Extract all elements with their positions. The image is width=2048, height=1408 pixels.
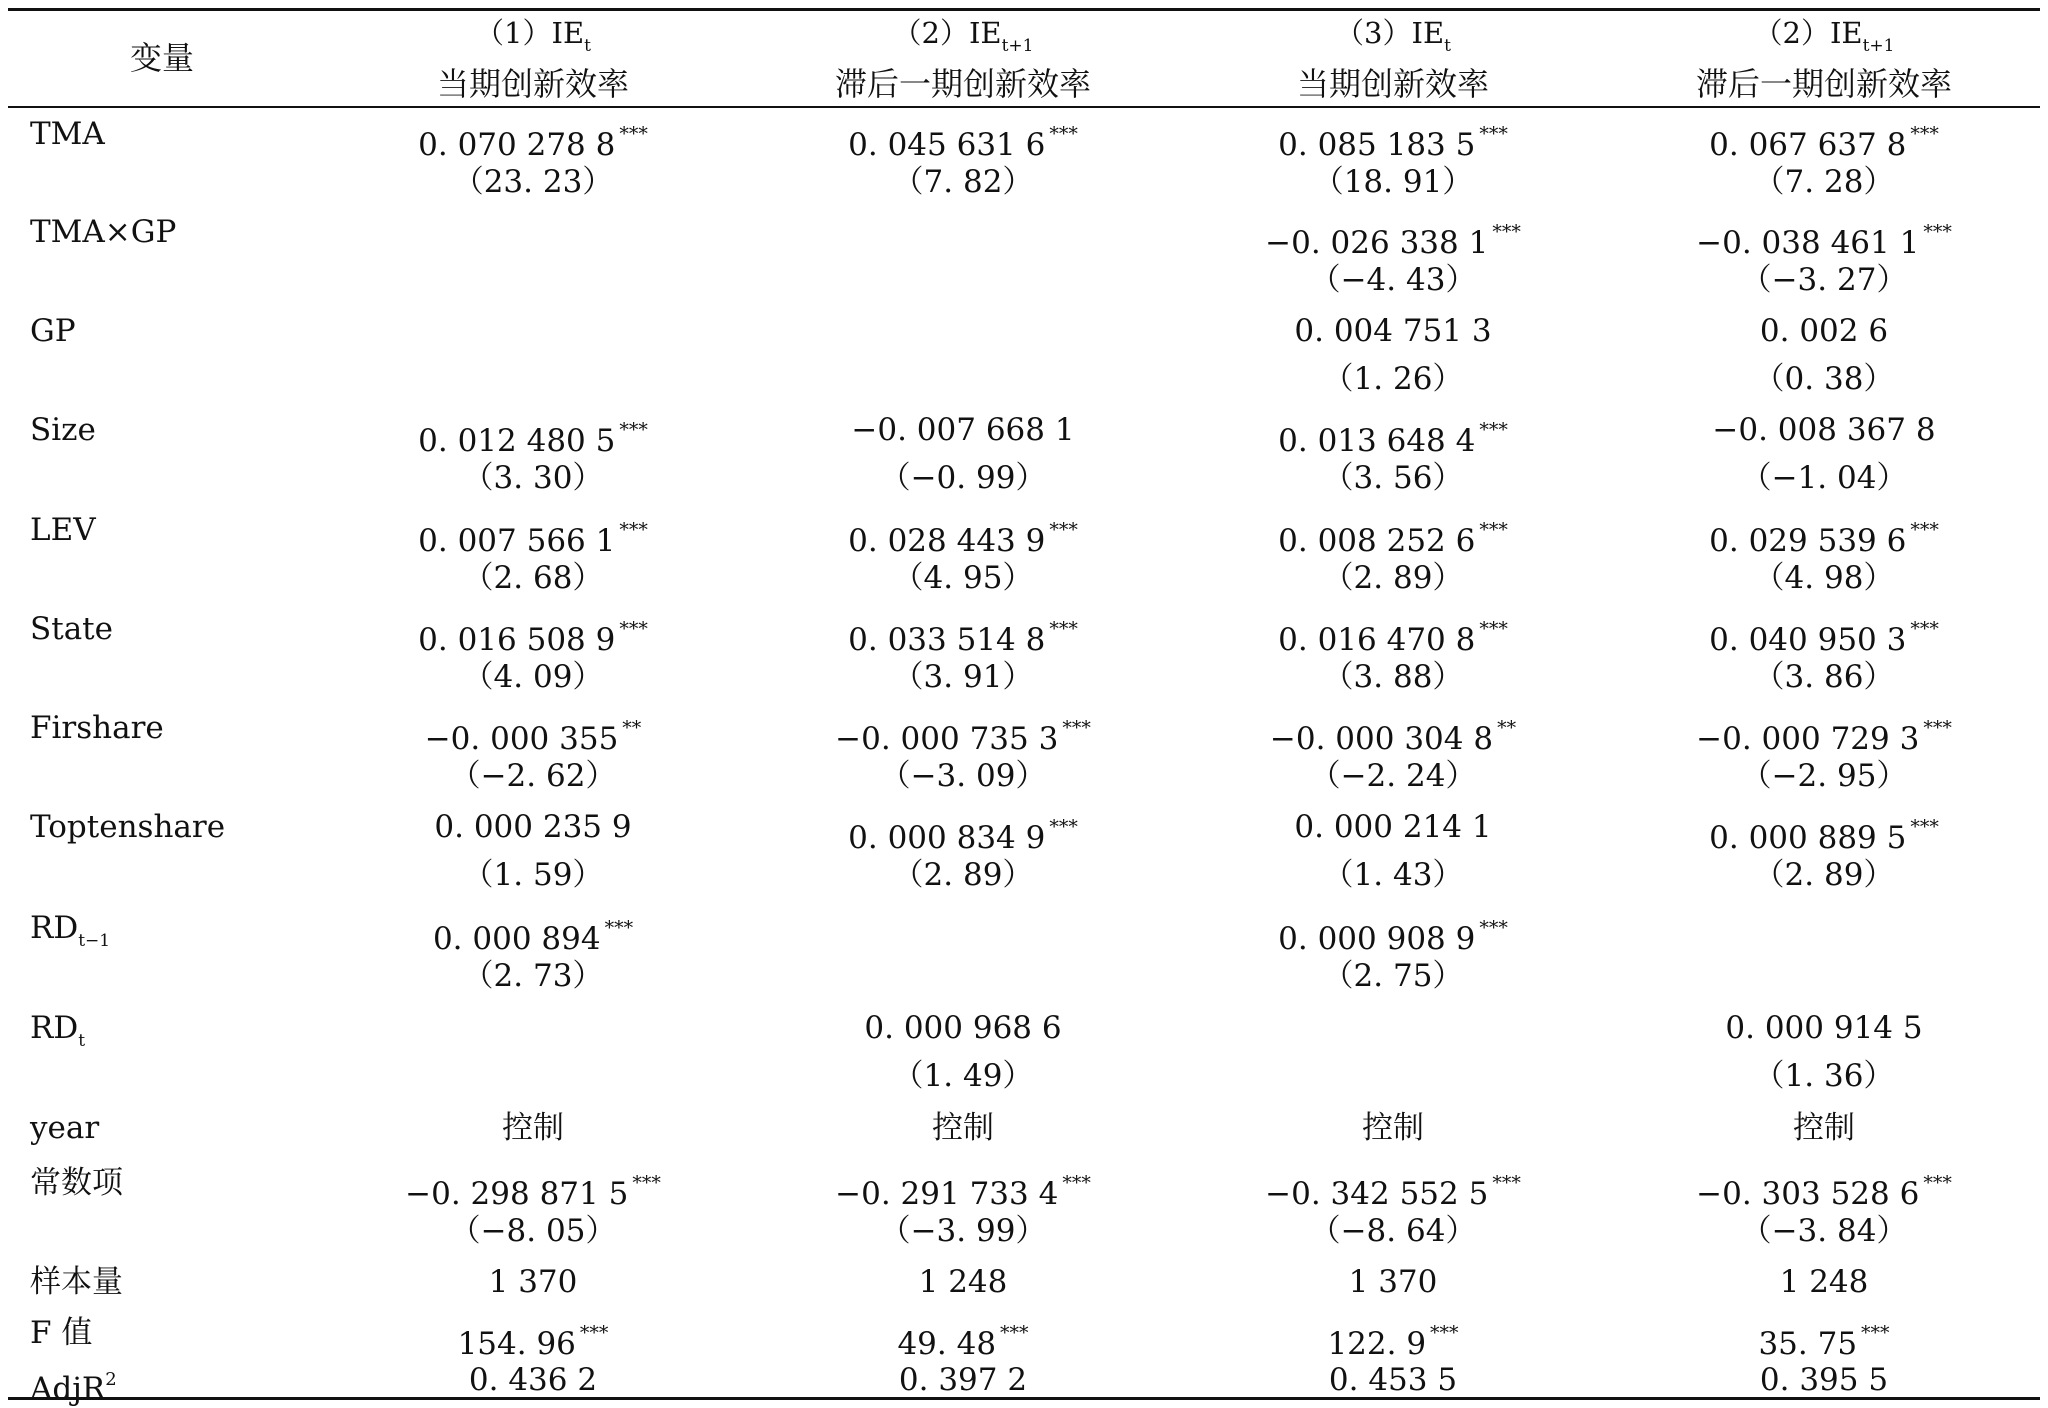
significance-stars: ***: [1923, 717, 1952, 739]
coef-cell: −0. 000 729 3 ***: [1696, 717, 1952, 757]
coef-cell: −0. 000 355 **: [424, 717, 642, 757]
coef-cell: 控制: [502, 1110, 564, 1146]
coef-cell: 1 248: [918, 1264, 1008, 1300]
coef-cell: 0. 000 914 5: [1725, 1010, 1923, 1046]
header-variable-label: 变量: [130, 39, 195, 77]
significance-stars: ***: [1910, 816, 1939, 838]
t-stat-cell: （1. 59）: [462, 857, 604, 893]
coef-cell: −0. 298 871 5 ***: [405, 1172, 661, 1212]
coef-cell: 0. 013 648 4 ***: [1278, 419, 1508, 459]
significance-stars: ***: [1923, 1172, 1952, 1194]
header-col-4-desc: 滞后一期创新效率: [1695, 65, 1953, 103]
significance-stars: ***: [1479, 123, 1508, 145]
row-label: State: [30, 611, 113, 647]
t-stat-cell: （4. 95）: [892, 560, 1034, 596]
coef-cell: 0. 000 894 ***: [432, 917, 634, 957]
t-stat-cell: （4. 98）: [1753, 560, 1895, 596]
row-label: year: [30, 1110, 100, 1146]
significance-stars: ***: [632, 1172, 661, 1194]
coef-cell: 0. 016 470 8 ***: [1278, 618, 1508, 658]
coef-cell: 0. 067 637 8 ***: [1709, 123, 1939, 163]
t-stat-cell: （2. 68）: [462, 560, 604, 596]
t-stat-cell: （−3. 27）: [1740, 262, 1908, 298]
significance-stars: ***: [1062, 1172, 1091, 1194]
row-label: 常数项: [30, 1165, 123, 1201]
t-stat-cell: （3. 56）: [1322, 460, 1464, 496]
t-stat-cell: （−2. 95）: [1740, 758, 1908, 794]
coef-cell: 控制: [932, 1110, 994, 1146]
coef-cell: 0. 000 214 1: [1294, 809, 1492, 845]
significance-stars: ***: [1479, 519, 1508, 541]
significance-stars: ***: [1479, 419, 1508, 441]
coef-cell: 1 370: [1348, 1264, 1438, 1300]
t-stat-cell: （1. 36）: [1753, 1058, 1895, 1094]
coef-cell: 0. 000 968 6: [864, 1010, 1062, 1046]
row-label: $RD_t$: [30, 1010, 86, 1051]
row-label: GP: [30, 313, 76, 349]
significance-stars: ***: [604, 917, 634, 939]
coef-cell: 0. 040 950 3 ***: [1709, 618, 1939, 658]
coef-cell: 0. 000 908 9 ***: [1278, 917, 1508, 957]
header-col-1-desc: 当期创新效率: [436, 65, 630, 103]
coef-cell: −0. 008 367 8: [1712, 412, 1936, 448]
header-col-2-desc: 滞后一期创新效率: [834, 65, 1092, 103]
coef-cell: 1 370: [488, 1264, 578, 1300]
significance-stars: ***: [1062, 717, 1091, 739]
header-col-3-model: $(3)IE_t$: [1335, 16, 1451, 56]
coef-cell: −0. 342 552 5 ***: [1265, 1172, 1521, 1212]
significance-stars: ***: [1910, 618, 1939, 640]
significance-stars: ***: [1923, 221, 1952, 243]
significance-stars: ***: [1049, 816, 1078, 838]
row-label: LEV: [30, 512, 96, 548]
coef-cell: 154. 96 ***: [457, 1322, 609, 1362]
t-stat-cell: （3. 30）: [462, 460, 604, 496]
coef-cell: 0. 008 252 6 ***: [1278, 519, 1508, 559]
coef-cell: 0. 045 631 6 ***: [848, 123, 1078, 163]
coef-cell: −0. 291 733 4 ***: [835, 1172, 1091, 1212]
t-stat-cell: （−3. 99）: [879, 1213, 1047, 1249]
coef-cell: 0. 029 539 6 ***: [1709, 519, 1939, 559]
t-stat-cell: （2. 73）: [462, 958, 604, 994]
t-stat-cell: （3. 88）: [1322, 659, 1464, 695]
t-stat-cell: （4. 09）: [462, 659, 604, 695]
header-col-1-model: $(1)IE_t$: [475, 16, 591, 56]
t-stat-cell: （−0. 99）: [879, 460, 1047, 496]
coef-cell: 0. 000 834 9 ***: [848, 816, 1078, 856]
coef-cell: −0. 000 304 8 **: [1269, 717, 1517, 757]
coef-cell: 0. 395 5: [1759, 1362, 1889, 1398]
t-stat-cell: （23. 23）: [452, 164, 614, 200]
t-stat-cell: （2. 89）: [1322, 560, 1464, 596]
coef-cell: 49. 48 ***: [897, 1322, 1029, 1362]
significance-stars: ***: [619, 618, 648, 640]
significance-stars: ***: [1049, 618, 1078, 640]
significance-stars: ***: [1049, 519, 1078, 541]
t-stat-cell: （3. 86）: [1753, 659, 1895, 695]
row-label: TMA×GP: [30, 214, 177, 250]
significance-stars: ***: [619, 519, 648, 541]
t-stat-cell: （−4. 43）: [1309, 262, 1477, 298]
header-col-4-model: $(2)IE_{t+1}$: [1753, 16, 1895, 56]
t-stat-cell: （−2. 62）: [449, 758, 617, 794]
t-stat-cell: （3. 91）: [892, 659, 1034, 695]
coef-cell: 0. 012 480 5 ***: [418, 419, 648, 459]
row-label: $RD_{t-1}$: [30, 910, 111, 951]
t-stat-cell: （−3. 09）: [879, 758, 1047, 794]
significance-stars: ***: [1910, 123, 1939, 145]
t-stat-cell: （2. 75）: [1322, 958, 1464, 994]
significance-stars: ***: [1430, 1322, 1459, 1344]
t-stat-cell: （1. 43）: [1322, 857, 1464, 893]
row-label: AdjR$^2$: [30, 1369, 117, 1407]
coef-cell: 122. 9 ***: [1327, 1322, 1459, 1362]
coef-cell: −0. 303 528 6 ***: [1696, 1172, 1952, 1212]
coef-cell: 0. 085 183 5 ***: [1278, 123, 1508, 163]
coef-cell: 0. 436 2: [468, 1362, 598, 1398]
row-label: F 值: [30, 1315, 93, 1351]
coef-cell: 0. 016 508 9 ***: [418, 618, 648, 658]
t-stat-cell: （1. 49）: [892, 1058, 1034, 1094]
t-stat-cell: （−8. 64）: [1309, 1213, 1477, 1249]
significance-stars: ***: [619, 419, 648, 441]
t-stat-cell: （−2. 24）: [1309, 758, 1477, 794]
coef-cell: 0. 453 5: [1328, 1362, 1458, 1398]
header-col-2-model: $(2)IE_{t+1}$: [892, 16, 1034, 56]
significance-stars: ***: [1910, 519, 1939, 541]
coef-cell: 控制: [1362, 1110, 1424, 1146]
row-label: Size: [30, 412, 96, 448]
significance-stars: ***: [579, 1322, 609, 1344]
header-col-3-desc: 当期创新效率: [1296, 65, 1490, 103]
significance-stars: **: [1497, 717, 1517, 739]
row-label: Toptenshare: [30, 809, 226, 845]
coef-cell: 0. 397 2: [898, 1362, 1028, 1398]
significance-stars: **: [622, 717, 642, 739]
significance-stars: ***: [1492, 221, 1521, 243]
t-stat-cell: （18. 91）: [1312, 164, 1474, 200]
row-label: TMA: [30, 116, 105, 152]
row-label: 样本量: [30, 1264, 123, 1300]
significance-stars: ***: [619, 123, 648, 145]
significance-stars: ***: [1479, 618, 1508, 640]
coef-cell: 0. 004 751 3: [1294, 313, 1492, 349]
coef-cell: −0. 007 668 1: [851, 412, 1075, 448]
coef-cell: 0. 028 443 9 ***: [848, 519, 1078, 559]
t-stat-cell: （1. 26）: [1322, 361, 1464, 397]
top-rule: [8, 8, 2040, 11]
significance-stars: ***: [1479, 917, 1508, 939]
t-stat-cell: （−1. 04）: [1740, 460, 1908, 496]
coef-cell: −0. 038 461 1 ***: [1696, 221, 1952, 261]
significance-stars: ***: [1049, 123, 1078, 145]
significance-stars: ***: [1861, 1322, 1890, 1344]
t-stat-cell: （−8. 05）: [449, 1213, 617, 1249]
t-stat-cell: （0. 38）: [1753, 361, 1895, 397]
t-stat-cell: （2. 89）: [892, 857, 1034, 893]
coef-cell: 1 248: [1779, 1264, 1869, 1300]
coef-cell: 0. 002 6: [1759, 313, 1889, 349]
coef-cell: 0. 033 514 8 ***: [848, 618, 1078, 658]
row-label: Firshare: [30, 710, 164, 746]
significance-stars: ***: [1000, 1322, 1029, 1344]
coef-cell: 控制: [1793, 1110, 1855, 1146]
header-rule: [8, 106, 2040, 108]
coef-cell: 0. 000 889 5 ***: [1709, 816, 1939, 856]
t-stat-cell: （7. 82）: [892, 164, 1034, 200]
coef-cell: 0. 007 566 1 ***: [418, 519, 648, 559]
coef-cell: 0. 000 235 9: [434, 809, 632, 845]
coef-cell: 0. 070 278 8 ***: [418, 123, 648, 163]
coef-cell: −0. 000 735 3 ***: [835, 717, 1091, 757]
coef-cell: −0. 026 338 1 ***: [1265, 221, 1521, 261]
t-stat-cell: （7. 28）: [1753, 164, 1895, 200]
t-stat-cell: （−3. 84）: [1740, 1213, 1908, 1249]
coef-cell: 35. 75 ***: [1758, 1322, 1890, 1362]
t-stat-cell: （2. 89）: [1753, 857, 1895, 893]
significance-stars: ***: [1492, 1172, 1521, 1194]
